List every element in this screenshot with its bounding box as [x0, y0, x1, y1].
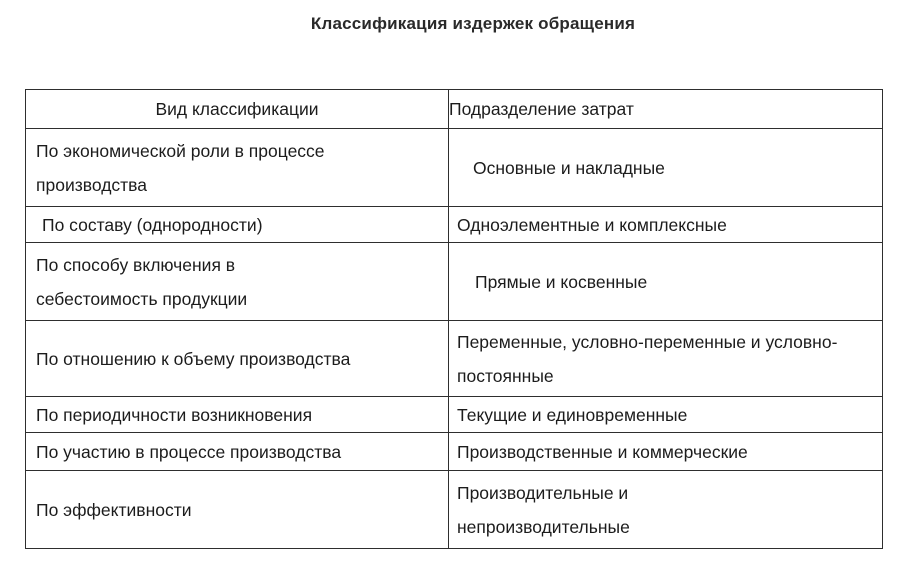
table-row [26, 397, 883, 433]
table-row [26, 471, 883, 549]
table-row [26, 207, 883, 243]
cost-division-cell: Производственные и коммерческие [449, 433, 883, 471]
classification-type-cell: По эффективности [26, 471, 449, 549]
cost-division-cell: Основные и накладные [449, 129, 883, 207]
table-row [26, 321, 883, 397]
column-header-type: Вид классификации [26, 90, 449, 129]
table-row [26, 433, 883, 471]
cost-division-cell: Производительные и непроизводительные [449, 471, 883, 549]
table-header-row [26, 90, 883, 129]
table-row [26, 243, 883, 321]
classification-type-cell: По экономической роли в процессе производства [26, 129, 449, 207]
classification-table [25, 89, 883, 549]
column-header-division: Подразделение затрат [449, 90, 883, 129]
cost-division-cell: Одноэлементные и комплексные [449, 207, 883, 243]
table-row [26, 129, 883, 207]
cost-division-cell: Текущие и единовременные [449, 397, 883, 433]
classification-type-cell: По отношению к объему производства [26, 321, 449, 397]
classification-type-cell: По способу включения в себестоимость продукции [26, 243, 449, 321]
classification-type-cell: По участию в процессе производства [26, 433, 449, 471]
page-title: Классификация издержек обращения [310, 14, 636, 33]
cost-division-cell: Прямые и косвенные [449, 243, 883, 321]
cost-division-cell: Переменные, условно-переменные и условно-постоянные [449, 321, 883, 397]
classification-type-cell: По периодичности возникновения [26, 397, 449, 433]
classification-type-cell: По составу (однородности) [26, 207, 449, 243]
